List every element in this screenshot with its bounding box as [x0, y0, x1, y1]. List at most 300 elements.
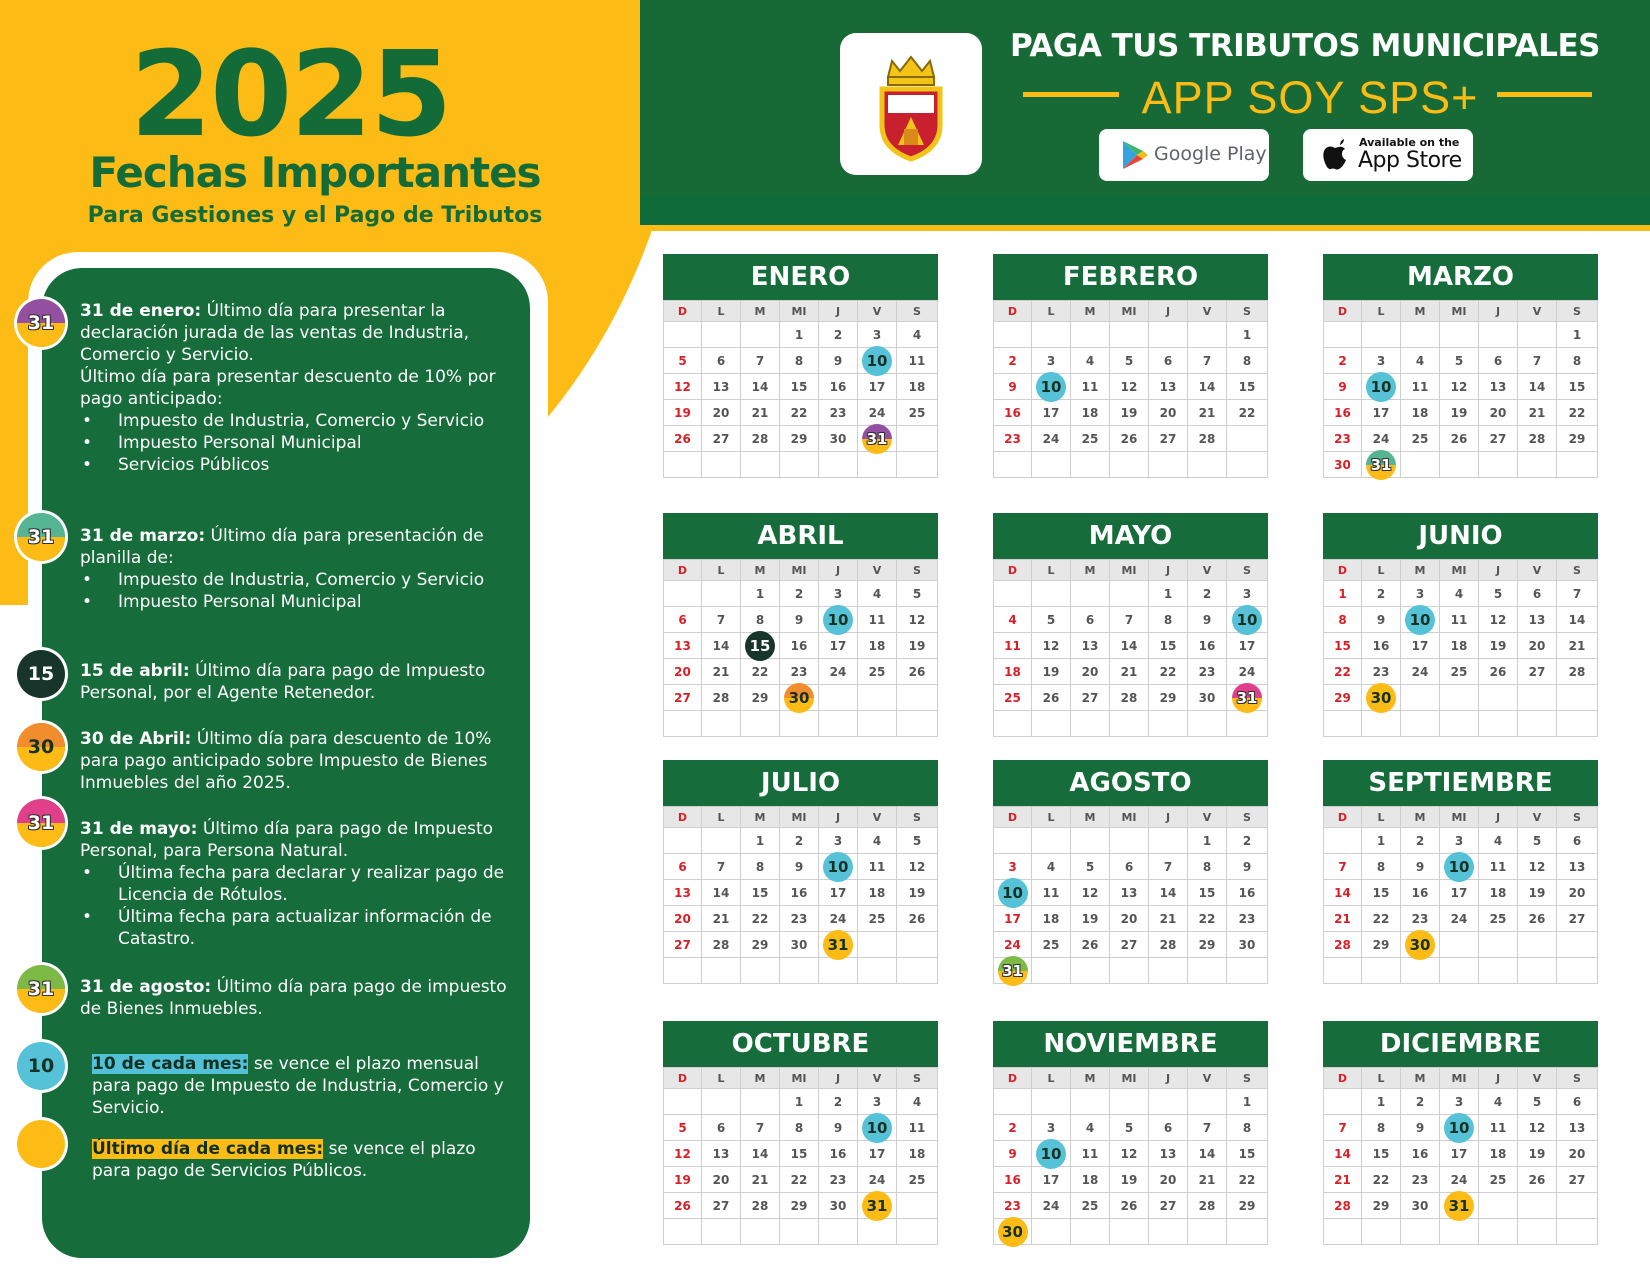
empty-day-cell — [1518, 932, 1557, 958]
day-cell: 4 — [993, 607, 1032, 633]
weekday-header: V — [1188, 1067, 1227, 1089]
day-cell: 3 — [1032, 348, 1071, 374]
empty-day-cell — [897, 958, 938, 984]
month-diciembre — [1323, 1021, 1598, 1249]
day-cell: 1 — [741, 581, 780, 607]
empty-day-cell — [993, 828, 1032, 854]
day-cell: 28 — [1188, 426, 1227, 452]
day-cell: 29 — [780, 426, 819, 452]
day-cell: 19 — [1071, 906, 1110, 932]
weekday-header: M — [741, 1067, 780, 1089]
empty-day-cell — [663, 1219, 702, 1245]
empty-day-cell — [897, 426, 938, 452]
day-cell: 22 — [741, 659, 780, 685]
badge-31-enero: 31 — [17, 299, 65, 347]
day-cell: 19 — [1110, 400, 1149, 426]
weekday-header: D — [993, 300, 1032, 322]
empty-day-cell — [858, 685, 897, 711]
day-cell: 16 — [1227, 880, 1268, 906]
day-cell: 23 — [819, 1167, 858, 1193]
weekday-header: S — [897, 559, 938, 581]
day-cell: 13 — [1149, 1141, 1188, 1167]
day-cell: 19 — [1110, 1167, 1149, 1193]
day-cell: 2 — [819, 322, 858, 348]
day-cell: 8 — [1227, 1115, 1268, 1141]
note-extra: Último día para presentar descuento de 10% por pago anticipado: — [80, 367, 496, 409]
day-cell: 3 — [858, 1089, 897, 1115]
day-cell: 14 — [1323, 1141, 1362, 1167]
day-cell: 7 — [702, 607, 741, 633]
day-cell: 17 — [819, 633, 858, 659]
note-label: Último día de cada mes: — [92, 1139, 324, 1159]
weekday-header: M — [741, 806, 780, 828]
day-cell: 16 — [1323, 400, 1362, 426]
day-cell: 19 — [1032, 659, 1071, 685]
day-cell: 8 — [1188, 854, 1227, 880]
day-cell: 29 — [1227, 1193, 1268, 1219]
weekday-header: V — [858, 806, 897, 828]
day-cell: 6 — [1110, 854, 1149, 880]
day-cell: 1 — [1227, 1089, 1268, 1115]
weekday-header: MI — [1110, 1067, 1149, 1089]
day-cell: 20 — [1518, 633, 1557, 659]
day-cell: 20 — [1071, 659, 1110, 685]
day-cell: 15 — [1557, 374, 1598, 400]
empty-day-cell — [1479, 711, 1518, 737]
day-cell: 14 — [1188, 1141, 1227, 1167]
weekday-header: L — [1032, 300, 1071, 322]
day-cell: 7 — [1110, 607, 1149, 633]
day-cell: 25 — [858, 659, 897, 685]
empty-day-cell — [1227, 452, 1268, 478]
badge-31-mayo: 31 — [17, 799, 65, 847]
highlighted-date: 10 — [1232, 605, 1262, 635]
day-cell: 3 — [819, 828, 858, 854]
empty-day-cell — [1071, 1089, 1110, 1115]
day-cell: 29 — [1557, 426, 1598, 452]
note-bullet: • Impuesto Personal Municipal — [80, 591, 520, 613]
promo-title: PAGA TUS TRIBUTOS MUNICIPALES — [1010, 28, 1600, 64]
note-text: Último día para pago de Impuesto Personal, para Persona Natural. — [80, 819, 494, 861]
day-cell: 23 — [993, 426, 1032, 452]
highlighted-date: 10 — [1405, 605, 1435, 635]
day-cell: 9 — [993, 1141, 1032, 1167]
day-cell: 23 — [1188, 659, 1227, 685]
day-cell: 6 — [1557, 1089, 1598, 1115]
day-cell: 4 — [1479, 1089, 1518, 1115]
day-cell: 15 — [741, 880, 780, 906]
weekday-header: L — [1362, 559, 1401, 581]
empty-day-cell — [1149, 958, 1188, 984]
month-title: FEBRERO — [993, 254, 1268, 300]
empty-day-cell — [993, 711, 1032, 737]
weekday-header: V — [1518, 559, 1557, 581]
day-cell: 16 — [1188, 633, 1227, 659]
month-title: AGOSTO — [993, 760, 1268, 806]
weekday-header: L — [1362, 300, 1401, 322]
day-cell: 7 — [1188, 1115, 1227, 1141]
day-cell — [819, 854, 858, 880]
day-cell: 14 — [1110, 633, 1149, 659]
empty-day-cell — [1323, 828, 1362, 854]
day-cell: 27 — [663, 932, 702, 958]
day-cell: 23 — [1227, 906, 1268, 932]
weekday-header: M — [1401, 806, 1440, 828]
empty-day-cell — [1440, 932, 1479, 958]
empty-day-cell — [858, 711, 897, 737]
weekday-header: L — [1032, 806, 1071, 828]
badge-31-marzo: 31 — [17, 513, 65, 561]
day-cell: 14 — [1518, 374, 1557, 400]
weekday-header: S — [897, 806, 938, 828]
day-cell: 9 — [1401, 1115, 1440, 1141]
day-cell: 23 — [780, 906, 819, 932]
empty-day-cell — [897, 1193, 938, 1219]
month-junio — [1323, 513, 1598, 741]
note-text: Último día para pago de impuesto de Bienes Inmuebles. — [80, 977, 507, 1019]
day-cell: 21 — [1518, 400, 1557, 426]
weekday-header: D — [1323, 1067, 1362, 1089]
day-cell: 5 — [1479, 581, 1518, 607]
day-cell: 11 — [858, 854, 897, 880]
weekday-header: M — [1071, 1067, 1110, 1089]
empty-day-cell — [1323, 958, 1362, 984]
day-cell: 13 — [1557, 854, 1598, 880]
empty-day-cell — [1227, 711, 1268, 737]
day-cell — [1032, 1141, 1071, 1167]
day-cell: 16 — [819, 1141, 858, 1167]
badge-31-agosto: 31 — [17, 965, 65, 1013]
empty-day-cell — [1188, 1089, 1227, 1115]
day-cell — [858, 426, 897, 452]
empty-day-cell — [1401, 322, 1440, 348]
day-cell: 18 — [1401, 400, 1440, 426]
day-cell: 25 — [897, 400, 938, 426]
day-cell — [993, 880, 1032, 906]
highlighted-date: 31 — [862, 1191, 892, 1221]
day-cell: 24 — [819, 659, 858, 685]
day-cell: 26 — [1479, 659, 1518, 685]
day-cell: 15 — [780, 374, 819, 400]
weekday-header: V — [1518, 1067, 1557, 1089]
day-cell: 25 — [1479, 1167, 1518, 1193]
day-cell: 8 — [1323, 607, 1362, 633]
weekday-header: L — [1032, 559, 1071, 581]
day-cell: 26 — [897, 659, 938, 685]
day-cell: 18 — [1032, 906, 1071, 932]
day-cell: 14 — [1188, 374, 1227, 400]
app-store-button[interactable] — [1303, 129, 1473, 181]
day-cell — [1440, 854, 1479, 880]
day-cell: 2 — [780, 828, 819, 854]
day-cell: 15 — [1149, 633, 1188, 659]
day-cell: 4 — [858, 828, 897, 854]
day-cell: 20 — [1557, 1141, 1598, 1167]
empty-day-cell — [897, 711, 938, 737]
empty-day-cell — [993, 322, 1032, 348]
day-cell — [1440, 1193, 1479, 1219]
day-cell: 15 — [1188, 880, 1227, 906]
day-cell: 4 — [858, 581, 897, 607]
note-label: 31 de mayo: — [80, 819, 198, 839]
day-cell: 18 — [1479, 1141, 1518, 1167]
day-cell: 1 — [1362, 1089, 1401, 1115]
empty-day-cell — [1479, 1193, 1518, 1219]
weekday-header: J — [819, 559, 858, 581]
empty-day-cell — [1071, 322, 1110, 348]
day-cell: 19 — [1440, 400, 1479, 426]
day-cell: 3 — [1362, 348, 1401, 374]
day-cell: 25 — [1479, 906, 1518, 932]
day-cell: 9 — [780, 607, 819, 633]
day-cell: 23 — [1362, 659, 1401, 685]
day-cell: 12 — [1440, 374, 1479, 400]
badge-ultimo-dia — [17, 1120, 65, 1168]
day-cell: 21 — [1110, 659, 1149, 685]
weekday-header: L — [1362, 806, 1401, 828]
weekday-header: MI — [1440, 806, 1479, 828]
day-cell: 19 — [663, 400, 702, 426]
empty-day-cell — [1518, 322, 1557, 348]
day-cell: 1 — [1362, 828, 1401, 854]
day-cell: 28 — [702, 932, 741, 958]
header-yellow-rule — [640, 225, 1650, 231]
weekday-header: S — [897, 1067, 938, 1089]
app-line-right — [1497, 92, 1592, 97]
weekday-header: M — [1071, 300, 1110, 322]
note-31-mayo — [80, 818, 520, 950]
day-cell: 1 — [1323, 581, 1362, 607]
day-cell: 12 — [1518, 854, 1557, 880]
day-cell: 29 — [1323, 685, 1362, 711]
day-cell: 11 — [1479, 854, 1518, 880]
empty-day-cell — [897, 1219, 938, 1245]
empty-day-cell — [1110, 1089, 1149, 1115]
day-cell: 15 — [1227, 1141, 1268, 1167]
empty-day-cell — [1440, 452, 1479, 478]
empty-day-cell — [1323, 322, 1362, 348]
day-cell: 20 — [1110, 906, 1149, 932]
empty-day-cell — [780, 1219, 819, 1245]
day-cell: 17 — [858, 374, 897, 400]
day-cell: 29 — [1188, 932, 1227, 958]
year-title: 2025 — [130, 25, 451, 163]
day-cell: 9 — [993, 374, 1032, 400]
day-cell — [1362, 452, 1401, 478]
empty-day-cell — [1110, 452, 1149, 478]
day-cell: 30 — [1227, 932, 1268, 958]
empty-day-cell — [858, 958, 897, 984]
google-play-button[interactable] — [1099, 129, 1269, 181]
highlighted-date: 31 — [823, 930, 853, 960]
weekday-header: M — [1071, 559, 1110, 581]
note-bullet: • Impuesto Personal Municipal — [80, 432, 520, 454]
weekday-header: J — [819, 1067, 858, 1089]
day-cell — [1032, 374, 1071, 400]
weekday-header: V — [858, 1067, 897, 1089]
empty-day-cell — [1032, 452, 1071, 478]
highlighted-date: 10 — [823, 605, 853, 635]
day-cell: 27 — [1149, 426, 1188, 452]
day-cell: 14 — [1149, 880, 1188, 906]
weekday-header: MI — [1440, 300, 1479, 322]
highlighted-date: 30 — [1366, 683, 1396, 713]
empty-day-cell — [663, 452, 702, 478]
empty-day-cell — [702, 1219, 741, 1245]
highlighted-date: 31 — [1444, 1191, 1474, 1221]
day-cell: 20 — [663, 906, 702, 932]
day-cell: 13 — [702, 1141, 741, 1167]
day-cell: 26 — [1518, 906, 1557, 932]
day-cell: 21 — [1149, 906, 1188, 932]
empty-day-cell — [1362, 958, 1401, 984]
month-septiembre — [1323, 760, 1598, 988]
weekday-header: M — [1401, 1067, 1440, 1089]
weekday-header: D — [1323, 559, 1362, 581]
day-cell: 14 — [702, 880, 741, 906]
day-cell: 3 — [1401, 581, 1440, 607]
day-cell — [819, 607, 858, 633]
day-cell: 18 — [897, 1141, 938, 1167]
day-cell: 2 — [1362, 581, 1401, 607]
day-cell: 2 — [780, 581, 819, 607]
day-cell: 16 — [1401, 880, 1440, 906]
empty-day-cell — [1440, 958, 1479, 984]
weekday-header: V — [858, 300, 897, 322]
day-cell: 28 — [1323, 932, 1362, 958]
empty-day-cell — [1071, 711, 1110, 737]
day-cell: 9 — [1227, 854, 1268, 880]
note-15-abril — [80, 660, 520, 704]
month-title: SEPTIEMBRE — [1323, 760, 1598, 806]
empty-day-cell — [858, 452, 897, 478]
day-cell: 20 — [1149, 400, 1188, 426]
day-cell: 22 — [1362, 906, 1401, 932]
day-cell: 11 — [1440, 607, 1479, 633]
note-10-cada-mes — [92, 1053, 512, 1119]
day-cell: 3 — [858, 322, 897, 348]
day-cell: 13 — [1479, 374, 1518, 400]
day-cell: 9 — [1401, 854, 1440, 880]
day-cell: 11 — [897, 348, 938, 374]
day-cell: 26 — [1440, 426, 1479, 452]
day-cell: 19 — [1479, 633, 1518, 659]
month-marzo — [1323, 254, 1598, 482]
day-cell: 26 — [663, 1193, 702, 1219]
highlighted-date: 10 — [862, 1113, 892, 1143]
day-cell: 26 — [663, 426, 702, 452]
empty-day-cell — [1071, 958, 1110, 984]
day-cell: 8 — [1362, 1115, 1401, 1141]
day-cell: 8 — [780, 1115, 819, 1141]
google-play-label: Google Play — [1154, 143, 1267, 165]
empty-day-cell — [741, 711, 780, 737]
coat-of-arms-icon — [840, 33, 982, 175]
empty-day-cell — [819, 711, 858, 737]
day-cell: 11 — [1401, 374, 1440, 400]
day-cell: 9 — [780, 854, 819, 880]
day-cell: 24 — [858, 400, 897, 426]
day-cell: 3 — [1032, 1115, 1071, 1141]
empty-day-cell — [1032, 828, 1071, 854]
day-cell: 22 — [1149, 659, 1188, 685]
note-bullet: • Impuesto de Industria, Comercio y Servicio — [80, 569, 520, 591]
empty-day-cell — [1440, 685, 1479, 711]
day-cell: 7 — [741, 348, 780, 374]
weekday-header: D — [1323, 300, 1362, 322]
day-cell: 11 — [1032, 880, 1071, 906]
month-title: DICIEMBRE — [1323, 1021, 1598, 1067]
empty-day-cell — [1071, 581, 1110, 607]
day-cell: 5 — [1110, 1115, 1149, 1141]
day-cell: 28 — [1557, 659, 1598, 685]
empty-day-cell — [741, 452, 780, 478]
month-title: NOVIEMBRE — [993, 1021, 1268, 1067]
empty-day-cell — [1323, 1089, 1362, 1115]
day-cell: 23 — [1401, 906, 1440, 932]
day-cell: 17 — [1032, 400, 1071, 426]
month-octubre — [663, 1021, 938, 1249]
day-cell: 13 — [1110, 880, 1149, 906]
note-30-abril — [80, 728, 520, 794]
day-cell: 30 — [819, 426, 858, 452]
empty-day-cell — [1188, 958, 1227, 984]
empty-day-cell — [1401, 958, 1440, 984]
header-green-band-lower — [640, 195, 1650, 225]
day-cell: 12 — [1518, 1115, 1557, 1141]
note-bullet: • Servicios Públicos — [80, 454, 520, 476]
month-title: JULIO — [663, 760, 938, 806]
weekday-header: L — [702, 1067, 741, 1089]
note-text: Último día para presentación de planilla de: — [80, 526, 484, 568]
day-cell: 5 — [1032, 607, 1071, 633]
day-cell: 5 — [663, 1115, 702, 1141]
empty-day-cell — [993, 452, 1032, 478]
month-title: JUNIO — [1323, 513, 1598, 559]
empty-day-cell — [1557, 685, 1598, 711]
day-cell: 12 — [663, 374, 702, 400]
page-subtitle: Para Gestiones y el Pago de Tributos — [87, 203, 543, 228]
day-cell: 30 — [1188, 685, 1227, 711]
empty-day-cell — [741, 958, 780, 984]
empty-day-cell — [993, 1089, 1032, 1115]
day-cell: 6 — [702, 348, 741, 374]
weekday-header: D — [663, 1067, 702, 1089]
empty-day-cell — [1401, 711, 1440, 737]
day-cell: 16 — [819, 374, 858, 400]
day-cell: 7 — [1557, 581, 1598, 607]
weekday-header: M — [1401, 300, 1440, 322]
day-cell: 9 — [819, 348, 858, 374]
day-cell: 24 — [819, 906, 858, 932]
day-cell: 2 — [1401, 1089, 1440, 1115]
google-play-icon — [1121, 139, 1149, 171]
day-cell: 8 — [1557, 348, 1598, 374]
empty-day-cell — [858, 932, 897, 958]
empty-day-cell — [780, 452, 819, 478]
weekday-header: D — [993, 806, 1032, 828]
empty-day-cell — [1518, 958, 1557, 984]
empty-day-cell — [663, 1089, 702, 1115]
empty-day-cell — [1071, 452, 1110, 478]
weekday-header: D — [993, 559, 1032, 581]
day-cell: 4 — [897, 1089, 938, 1115]
day-cell: 30 — [780, 932, 819, 958]
day-cell: 11 — [993, 633, 1032, 659]
day-cell: 12 — [663, 1141, 702, 1167]
day-cell — [741, 633, 780, 659]
note-bullet: • Última fecha para actualizar información de Catastro. — [80, 906, 520, 950]
